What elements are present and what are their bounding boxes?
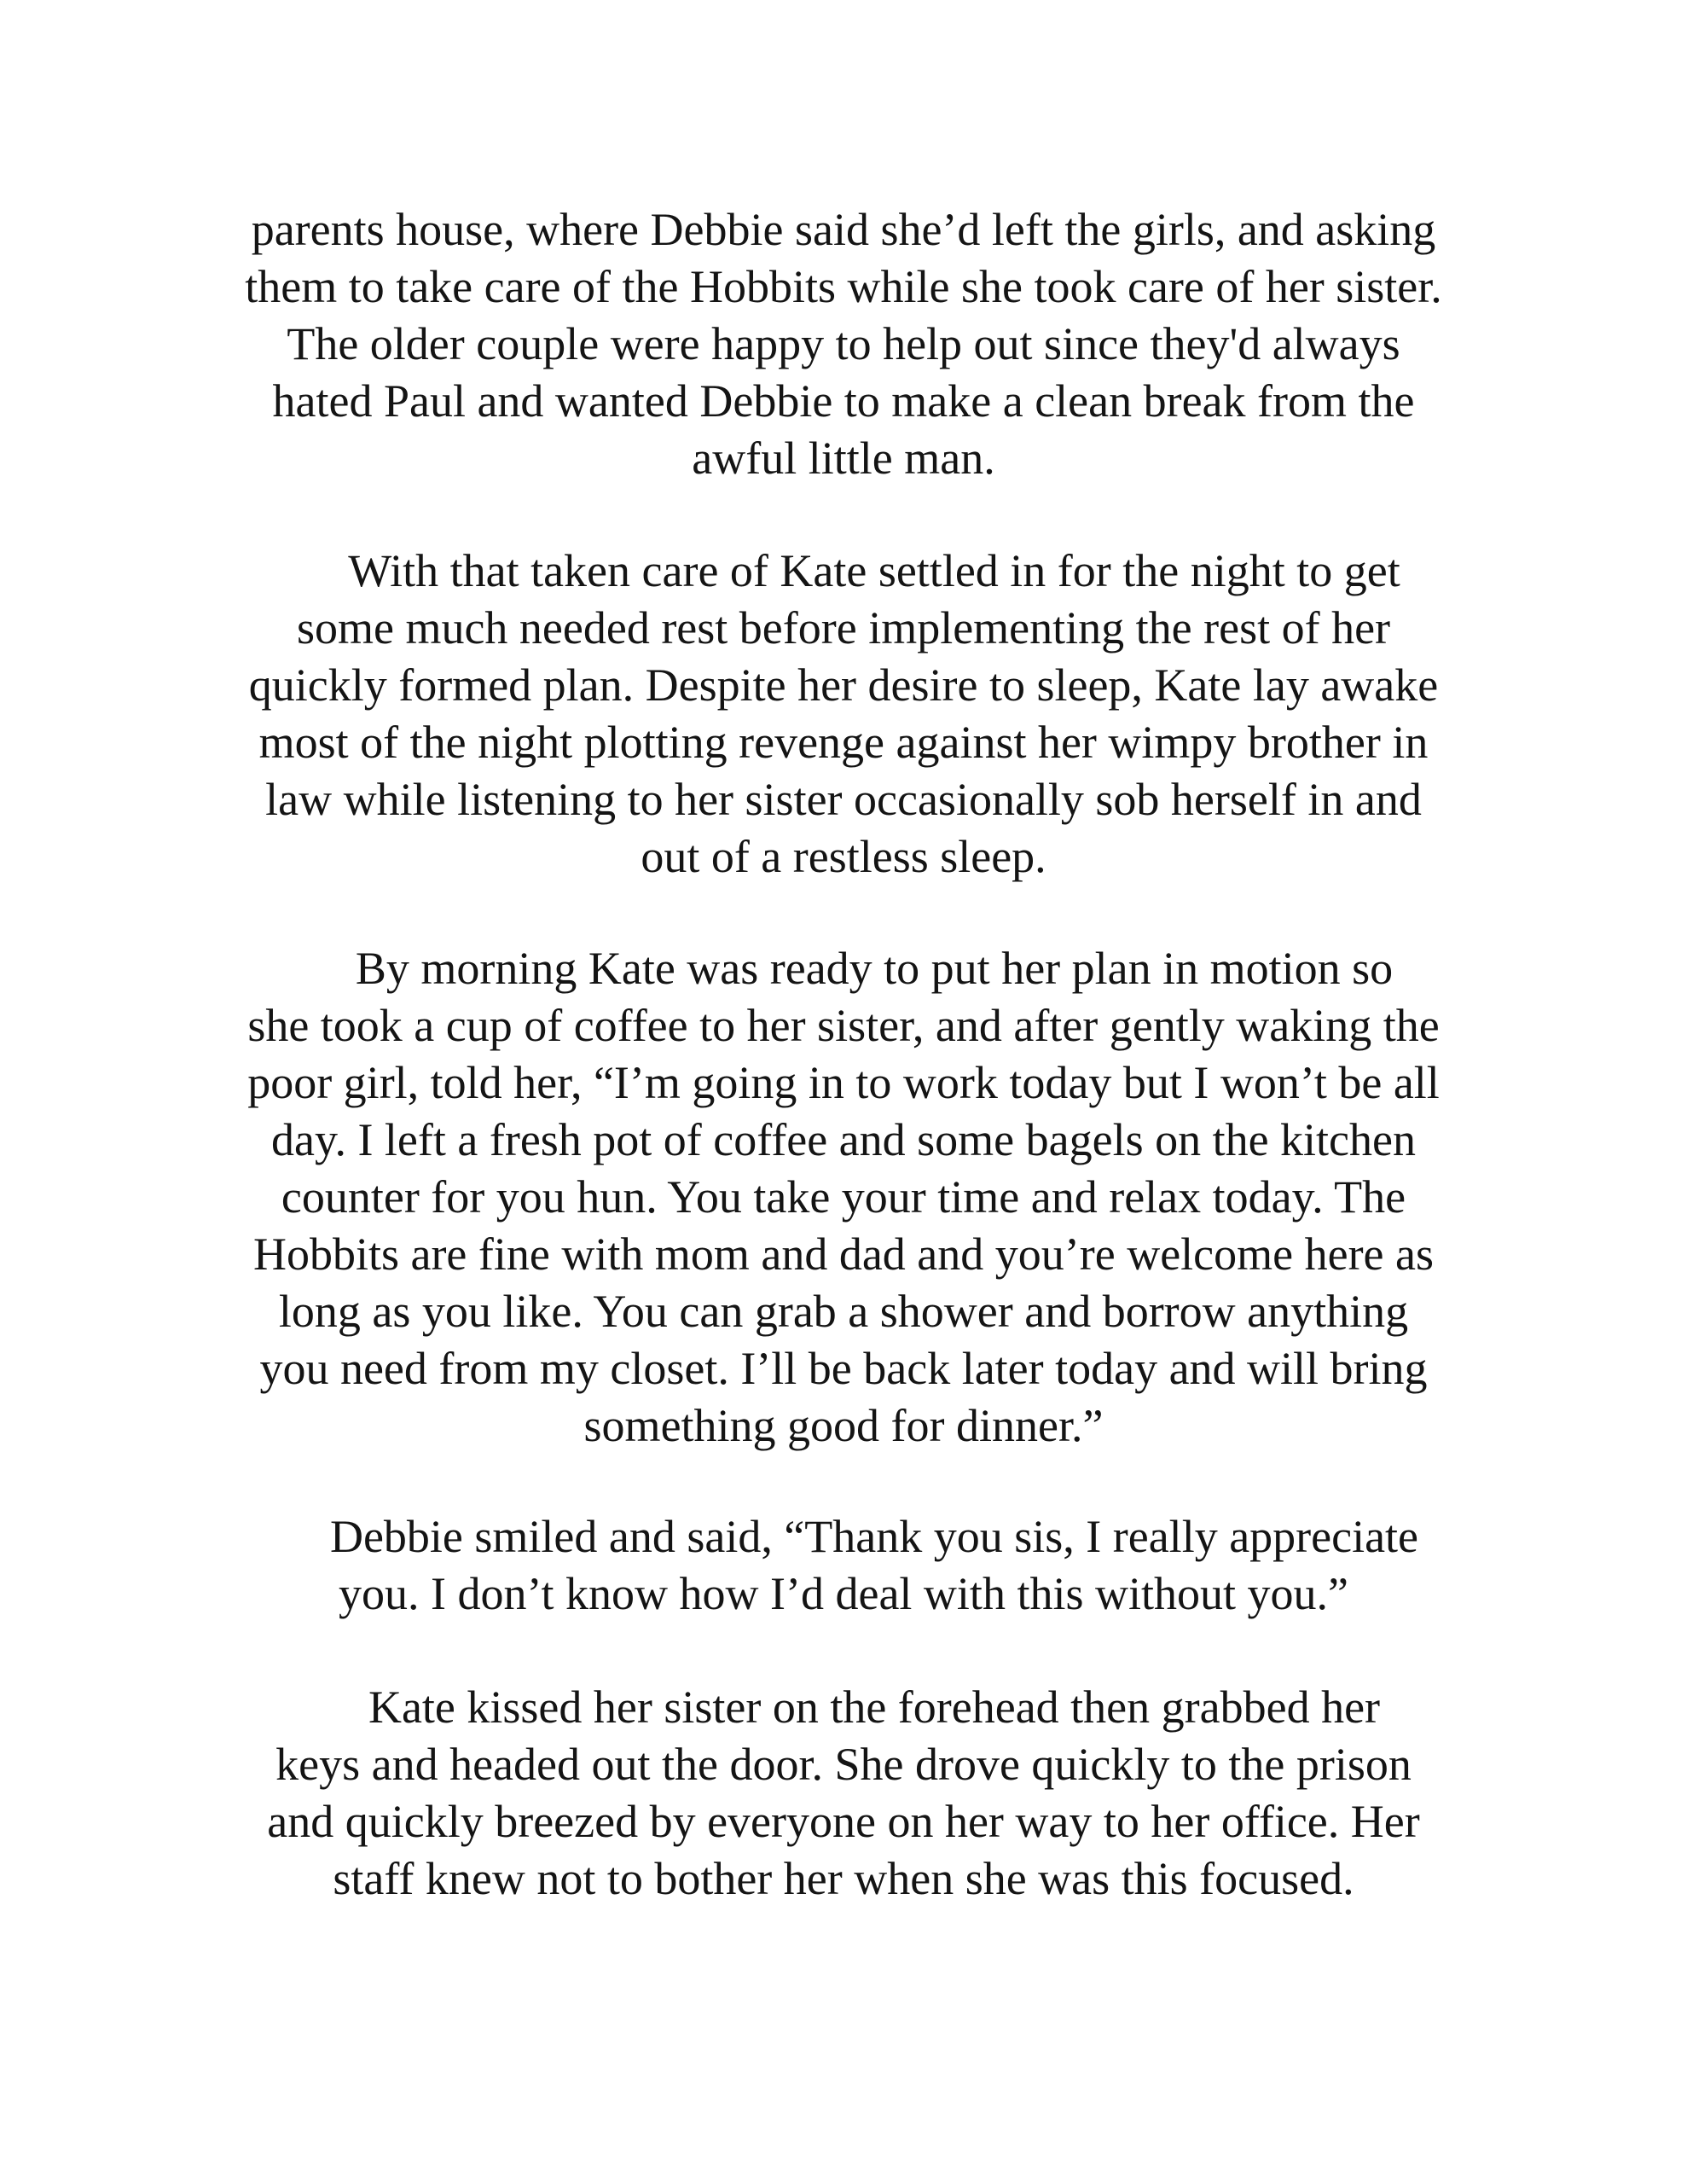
text-line-first [0, 543, 1687, 600]
text-line: out of a restless sleep. [641, 831, 1046, 882]
text-line: keys and headed out the door. She drove quickly to the prison [275, 1739, 1412, 1790]
paragraph-5 [0, 1679, 1687, 1908]
paragraph-3 [0, 940, 1687, 1455]
text-line-first [0, 1508, 1687, 1565]
text-line-content: With that taken care of Kate settled in for the night to get [348, 545, 1400, 596]
text-line: some much needed rest before implementing the rest of her [296, 602, 1391, 653]
text-line: counter for you hun. You take your time and relax today. The [281, 1171, 1406, 1223]
text-line: you. I don’t know how I’d deal with this without you.” [339, 1568, 1348, 1619]
text-line: most of the night plotting revenge against her wimpy brother in [258, 717, 1429, 768]
text-line: law while listening to her sister occasionally sob herself in and [265, 774, 1422, 825]
text-line: parents house, where Debbie said she’d left the girls, and asking [251, 204, 1436, 255]
text-line-content: By morning Kate was ready to put her plan in motion so [355, 943, 1394, 994]
text-line: she took a cup of coffee to her sister, and after gently waking the [247, 1000, 1440, 1051]
text-line: The older couple were happy to help out since they'd always [287, 318, 1400, 369]
text-line-content: Kate kissed her sister on the forehead then grabbed her [368, 1682, 1381, 1733]
text-line: quickly formed plan. Despite her desire to sleep, Kate lay awake [248, 659, 1439, 711]
text-line: them to take care of the Hobbits while she took care of her sister. [245, 261, 1442, 312]
text-line-first [0, 1679, 1687, 1736]
paragraph-4 [0, 1508, 1687, 1623]
text-line: poor girl, told her, “I’m going in to work today but I won’t be all [247, 1057, 1440, 1108]
text-line: day. I left a fresh pot of coffee and some bagels on the kitchen [270, 1114, 1416, 1165]
text-line: staff knew not to bother her when she was this focused. [333, 1853, 1354, 1904]
text-line-content: Debbie smiled and said, “Thank you sis, I really appreciate [329, 1511, 1419, 1562]
paragraph-2 [0, 543, 1687, 886]
text-line: long as you like. You can grab a shower and borrow anything [278, 1286, 1409, 1337]
text-line: and quickly breezed by everyone on her way to her office. Her [267, 1796, 1420, 1847]
text-line: hated Paul and wanted Debbie to make a clean break from the [272, 375, 1415, 427]
text-line: Hobbits are fine with mom and dad and you’re welcome here as [252, 1228, 1435, 1280]
text-line: you need from my closet. I’ll be back later today and will bring [259, 1343, 1428, 1394]
text-line: awful little man. [692, 433, 995, 484]
text-line: something good for dinner.” [583, 1400, 1104, 1451]
paragraph-1 [0, 201, 1687, 487]
text-line-first [0, 940, 1687, 997]
